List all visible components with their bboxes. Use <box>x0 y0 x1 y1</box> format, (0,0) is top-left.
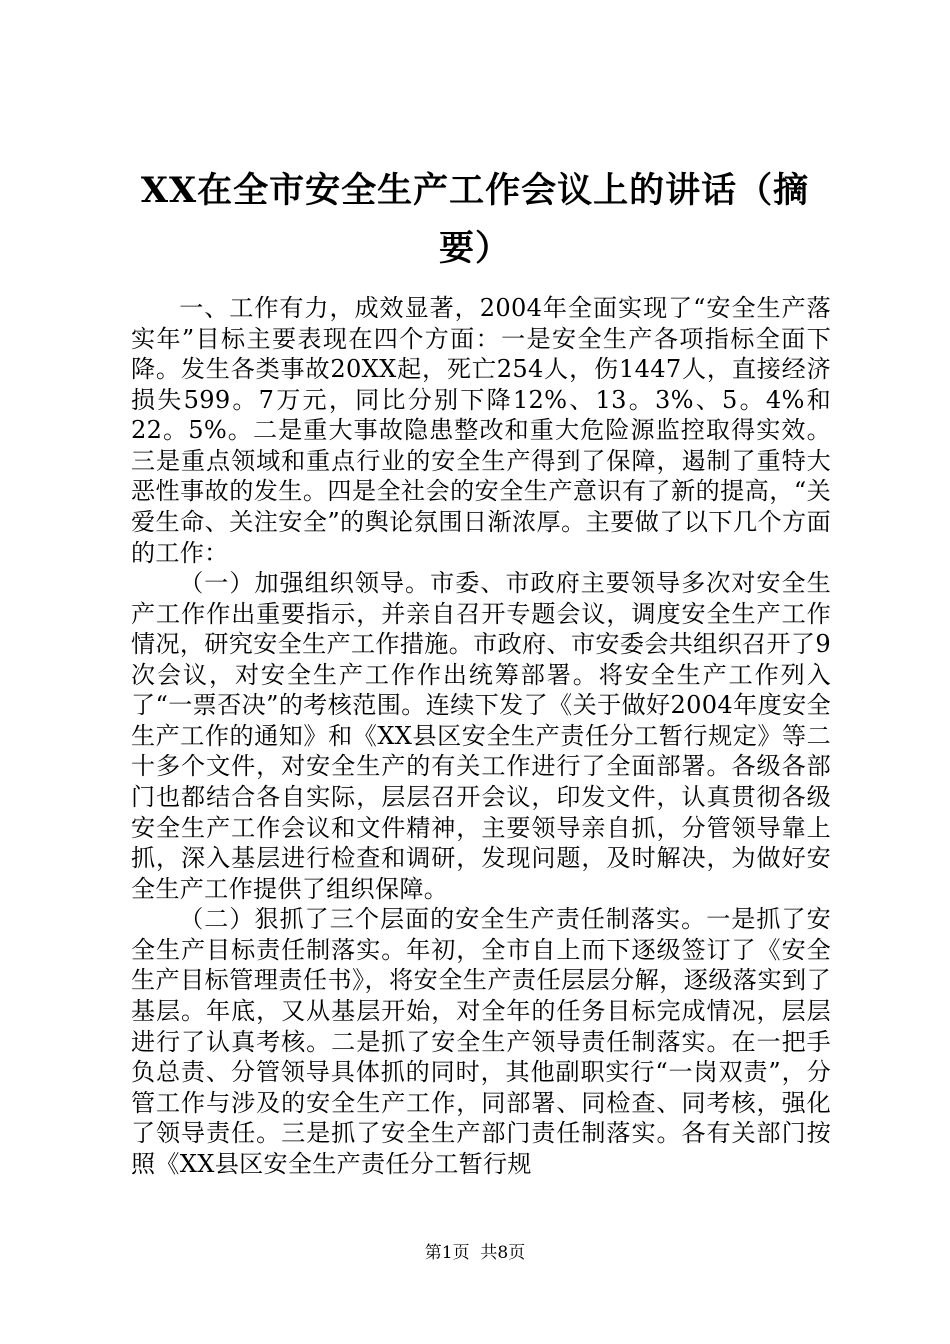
paragraph-3: （二）狠抓了三个层面的安全生产责任制落实。一是抓了安全生产目标责任制落实。年初，全市自上而下逐级签订了《安全生产目标管理责任书》，将安全生产责任层层分解，逐级落实到了基层。年底，又从基层开始，对全年的任务目标完成情况，层层进行了认真考核。二是抓了安全生产领导责任制落实。在一把手负总责、分管领导具体抓的同时，其他副职实行“一岗双责”，分管工作与涉及的安全生产工作，同部署、同检查、同考核，强化了领导责任。三是抓了安全生产部门责任制落实。各有关部门按照《XX县区安全生产责任分工暂行规 <box>131 905 831 1178</box>
paragraph-1: 一、工作有力，成效显著，2004年全面实现了“安全生产落实年”目标主要表现在四个方面：一是安全生产各项指标全面下降。发生各类事故20XX起，死亡254人，伤1447人，直接经济损失599。7万元，同比分别下降12%、13。3%、5。4%和22。5%。二是重大事故隐患整改和重大危险源监控取得实效。三是重点领域和重点行业的安全生产得到了保障，遏制了重特大恶性事故的发生。四是全社会的安全生产意识有了新的提高，“关爱生命、关注安全”的舆论氛围日渐浓厚。主要做了以下几个方面的工作： <box>131 294 831 567</box>
page-footer <box>0 1242 950 1264</box>
total-pages: 共8页 <box>480 1243 526 1263</box>
page-number: 第1页 <box>424 1243 470 1263</box>
paragraph-2: （一）加强组织领导。市委、市政府主要领导多次对安全生产工作作出重要指示，并亲自召开专题会议，调度安全生产工作情况，研究安全生产工作措施。市政府、市安委会共组织召开了9次会议，对安全生产工作作出统筹部署。将安全生产工作列入了“一票否决”的考核范围。连续下发了《关于做好2004年度安全生产工作的通知》和《XX县区安全生产责任分工暂行规定》等二十多个文件，对安全生产的有关工作进行了全面部署。各级各部门也都结合各自实际，层层召开会议，印发文件，认真贯彻各级安全生产工作会议和文件精神，主要领导亲自抓，分管领导靠上抓，深入基层进行检查和调研，发现问题，及时解决，为做好安全生产工作提供了组织保障。 <box>131 569 831 903</box>
document-title: XX在全市安全生产工作会议上的讲话（摘要） <box>140 170 810 269</box>
footer-separator <box>470 1243 481 1263</box>
document-body <box>131 293 831 1179</box>
